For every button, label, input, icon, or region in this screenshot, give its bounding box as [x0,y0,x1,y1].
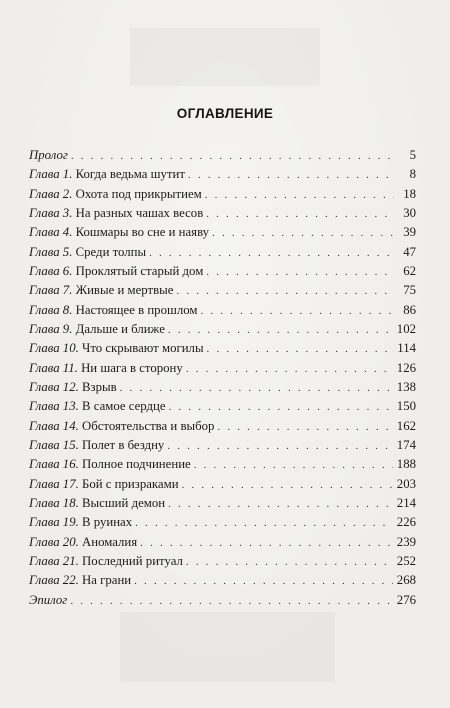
toc-entry [29,436,416,455]
toc-entry-title: Ни шага в сторону [81,360,183,375]
toc-entry [29,204,416,223]
dot-leader [70,592,392,611]
toc-entry-page-number: 30 [403,205,416,220]
toc-entry-title: Проклятый старый дом [75,263,204,278]
dot-leader [135,514,393,533]
toc-entry-label [29,571,131,590]
toc-entry-page-number: 150 [396,399,416,414]
toc-list [29,146,416,610]
toc-entry-number: Глава 16. [29,457,79,472]
dot-leader [134,572,393,591]
toc-entry [29,301,416,320]
toc-entry-page-number: 47 [403,244,416,259]
toc-entry-title: На грани [82,573,132,588]
toc-entry-page-number: 18 [403,186,416,201]
toc-entry-number: Глава 3. [29,205,73,220]
toc-entry-label [29,533,137,552]
toc-entry-page-number: 252 [396,553,416,568]
show-through-top [130,28,320,86]
toc-entry-page-number: 126 [396,360,416,375]
toc-entry-label [29,320,165,339]
toc-entry-number: Глава 11. [29,360,78,375]
toc-entry-label [29,223,209,242]
toc-entry-title: Что скрывают могилы [82,341,204,356]
toc-entry-number: Глава 2. [29,186,73,201]
toc-entry [29,397,416,416]
toc-entry [29,281,416,300]
toc-entry [29,494,416,513]
toc-entry [29,591,416,610]
toc-entry-page-number: 39 [403,225,416,240]
toc-entry-label [29,475,179,494]
toc-entry-page-number: 75 [403,283,416,298]
toc-entry-number: Пролог [29,148,68,162]
toc-entry-title: Настоящее в прошлом [75,302,198,317]
toc-entry-label [29,397,166,416]
toc-entry-title: Высший демон [82,495,166,510]
toc-entry [29,359,416,378]
toc-entry-number: Глава 14. [29,418,79,433]
dot-leader [120,379,393,398]
toc-entry-title: Дальше и ближе [75,321,165,336]
show-through-bottom [120,612,335,682]
toc-entry-number: Глава 21. [29,553,79,568]
toc-entry [29,262,416,281]
toc-entry-page-number: 226 [396,515,416,530]
toc-entry-number: Глава 13. [29,399,79,414]
toc-entry [29,185,416,204]
toc-entry-label [29,436,164,455]
dot-leader [140,534,393,553]
toc-entry [29,339,416,358]
toc-entry-title: Аномалия [82,534,138,549]
toc-entry-label [29,494,165,513]
toc-entry [29,513,416,532]
toc-entry-number: Глава 7. [29,283,73,298]
toc-entry [29,378,416,397]
toc-entry [29,165,416,184]
toc-entry-page-number: 268 [396,573,416,588]
toc-entry-title: Среди толпы [75,244,147,259]
toc-entry-number: Глава 15. [29,437,79,452]
toc-entry-label [29,243,146,262]
toc-entry-number: Глава 19. [29,515,79,530]
toc-entry-number: Глава 20. [29,534,79,549]
dot-leader [176,282,394,301]
toc-entry-title: Полное подчинение [82,457,191,472]
toc-entry-page-number: 86 [403,302,416,317]
toc-entry-page-number: 8 [409,167,416,182]
dot-leader [149,244,394,263]
toc-entry-label [29,262,203,281]
toc-entry-title: В самое сердце [82,399,166,414]
toc-entry-page-number: 62 [403,263,416,278]
toc-entry-title: На разных чашах весов [75,205,204,220]
toc-entry [29,475,416,494]
toc-entry-title: Бой с призраками [82,476,179,491]
toc-entry-title: Взрыв [82,379,117,394]
toc-entry-label [29,185,202,204]
dot-leader [188,166,394,185]
toc-entry-label [29,204,203,223]
toc-entry-title: Когда ведьма шутит [75,167,185,182]
dot-leader [182,476,393,495]
toc-entry-number: Глава 5. [29,244,73,259]
toc-entry [29,146,416,165]
toc-entry-label [29,513,132,532]
dot-leader [217,418,392,437]
toc-entry [29,243,416,262]
toc-entry-label [29,339,204,358]
toc-entry-page-number: 5 [409,148,416,162]
toc-entry-number: Глава 6. [29,263,73,278]
toc-entry-page-number: 203 [396,476,416,491]
toc-entry-number: Глава 1. [29,167,73,182]
toc-entry-page-number: 162 [396,418,416,433]
toc-entry-label [29,455,191,474]
toc-entry-title: Последний ритуал [82,553,183,568]
toc-entry [29,571,416,590]
toc-entry [29,223,416,242]
toc-entry-label [29,281,173,300]
toc-entry-number: Глава 10. [29,341,79,356]
toc-entry [29,417,416,436]
toc-entry-number: Глава 17. [29,476,79,491]
toc-entry-label [29,165,185,184]
toc-entry-title: Кошмары во сне и наяву [75,225,210,240]
toc-entry-page-number: 276 [396,592,416,607]
toc-entry-title: Живые и мертвые [75,283,174,298]
toc-entry-page-number: 138 [396,379,416,394]
dot-leader [167,437,392,456]
toc-entry [29,455,416,474]
dot-leader [194,456,393,475]
toc-entry-page-number: 239 [396,534,416,549]
toc-entry [29,320,416,339]
toc-entry-label [29,591,67,610]
dot-leader [186,360,393,379]
toc-entry-number: Глава 22. [29,573,79,588]
toc-entry-number: Глава 4. [29,225,73,240]
toc-entry-page-number: 114 [397,341,416,356]
dot-leader [169,398,393,417]
toc-entry-title: Охота под прикрытием [75,186,202,201]
dot-leader [206,263,394,282]
toc-entry-page-number: 102 [396,321,416,336]
dot-leader [168,321,393,340]
toc-entry-label [29,552,183,571]
dot-leader [71,147,394,166]
dot-leader [212,224,394,243]
toc-entry [29,552,416,571]
toc-entry-title: В руинах [82,515,133,530]
toc-entry-label [29,417,214,436]
toc-entry-label [29,378,117,397]
toc-entry-label [29,301,197,320]
dot-leader [168,495,393,514]
dot-leader [207,340,394,359]
toc-entry-number: Эпилог [29,592,68,607]
toc-entry-page-number: 188 [396,457,416,472]
toc-entry-label [29,146,68,165]
toc-entry-label [29,359,183,378]
toc-entry-number: Глава 18. [29,495,79,510]
toc-entry-page-number: 214 [396,495,416,510]
dot-leader [205,186,394,205]
toc-entry-page-number: 174 [396,437,416,452]
toc-heading: ОГЛАВЛЕНИЕ [176,106,274,121]
toc-entry-number: Глава 8. [29,302,73,317]
toc-entry-title: Обстоятельства и выбор [82,418,215,433]
dot-leader [206,205,394,224]
toc-entry-number: Глава 12. [29,379,79,394]
toc-entry-title: Полет в бездну [82,437,165,452]
toc-entry-number: Глава 9. [29,321,73,336]
toc-entry [29,533,416,552]
dot-leader [186,553,393,572]
dot-leader [200,302,394,321]
